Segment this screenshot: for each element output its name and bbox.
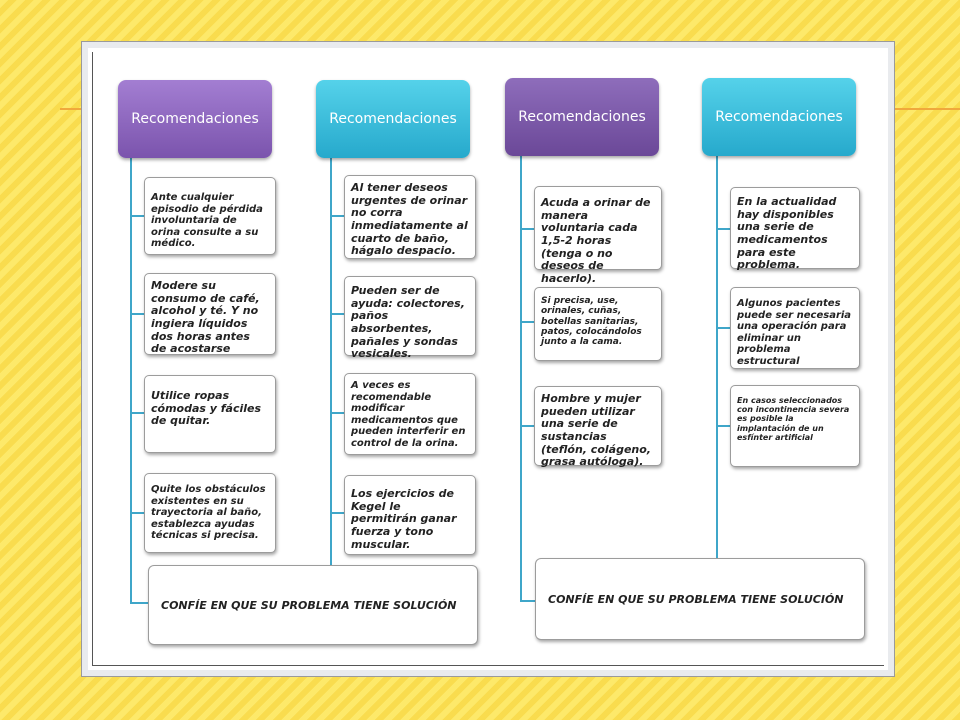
connector-col3-b2 xyxy=(520,321,534,323)
card-col4-1: En la actualidad hay disponibles una serie de medicamentos para este problema. xyxy=(730,187,860,269)
card-col1-1: Ante cualquier episodio de pérdida involuntaria de orina consulte a su médico. xyxy=(144,177,276,255)
connector-col2-b4 xyxy=(330,512,344,514)
card-col3-3: Hombre y mujer pueden utilizar una serie de sustancias (teflón, colágeno, grasa autóloga). xyxy=(534,386,662,466)
card-col1-2: Modere su consumo de café, alcohol y té. Y no ingiera líquidos dos horas antes de acostarse xyxy=(144,273,276,355)
header-recomendaciones-3: Recomendaciones xyxy=(505,78,659,156)
connector-col1-bottom xyxy=(130,602,148,604)
connector-col2 xyxy=(330,156,332,566)
connector-col1-b1 xyxy=(130,215,144,217)
header-recomendaciones-1: Recomendaciones xyxy=(118,80,272,158)
confie-box-2: CONFÍE EN QUE SU PROBLEMA TIENE SOLUCIÓN xyxy=(535,558,865,640)
card-col2-2: Pueden ser de ayuda: colectores, paños absorbentes, pañales y sondas vesicales. xyxy=(344,276,476,356)
connector-col3-bottom xyxy=(520,600,536,602)
decorative-line-right xyxy=(886,108,960,110)
card-col4-3: En casos seleccionados con incontinencia severa es posible la implantación de un esfínter artificial xyxy=(730,385,860,467)
connector-col3-b1 xyxy=(520,228,534,230)
connector-col2-b3 xyxy=(330,412,344,414)
connector-col1-b2 xyxy=(130,313,144,315)
connector-col4-b3 xyxy=(716,425,730,427)
card-col3-1: Acuda a orinar de manera voluntaria cada 1,5-2 horas (tenga o no deseos de hacerlo). xyxy=(534,186,662,270)
connector-col4-b2 xyxy=(716,327,730,329)
connector-col4-b1 xyxy=(716,228,730,230)
card-col1-4: Quite los obstáculos existentes en su trayectoria al baño, establezca ayudas técnicas si precisa. xyxy=(144,473,276,553)
card-col3-2: Si precisa, use, orinales, cuñas, botellas sanitarias, patos, colocándolos junto a la cama. xyxy=(534,287,662,361)
confie-box-1: CONFÍE EN QUE SU PROBLEMA TIENE SOLUCIÓN xyxy=(148,565,478,645)
connector-col4 xyxy=(716,156,718,558)
card-col1-3: Utilice ropas cómodas y fáciles de quitar. xyxy=(144,375,276,453)
connector-col2-b1 xyxy=(330,215,344,217)
header-recomendaciones-2: Recomendaciones xyxy=(316,80,470,158)
card-col2-3: A veces es recomendable modificar medicamentos que pueden interferir en control de la orina. xyxy=(344,373,476,455)
connector-col1 xyxy=(130,156,132,604)
connector-col1-b3 xyxy=(130,412,144,414)
connector-col1-b4 xyxy=(130,512,144,514)
decorative-line-left xyxy=(60,108,90,110)
connector-col2-b2 xyxy=(330,313,344,315)
header-recomendaciones-4: Recomendaciones xyxy=(702,78,856,156)
card-col2-1: Al tener deseos urgentes de orinar no corra inmediatamente al cuarto de baño, hágalo despacio. xyxy=(344,175,476,259)
connector-col3-b3 xyxy=(520,425,534,427)
card-col4-2: Algunos pacientes puede ser necesaria una operación para eliminar un problema estructural xyxy=(730,287,860,369)
connector-col3 xyxy=(520,156,522,602)
card-col2-4: Los ejercicios de Kegel le permitirán ganar fuerza y tono muscular. xyxy=(344,475,476,555)
